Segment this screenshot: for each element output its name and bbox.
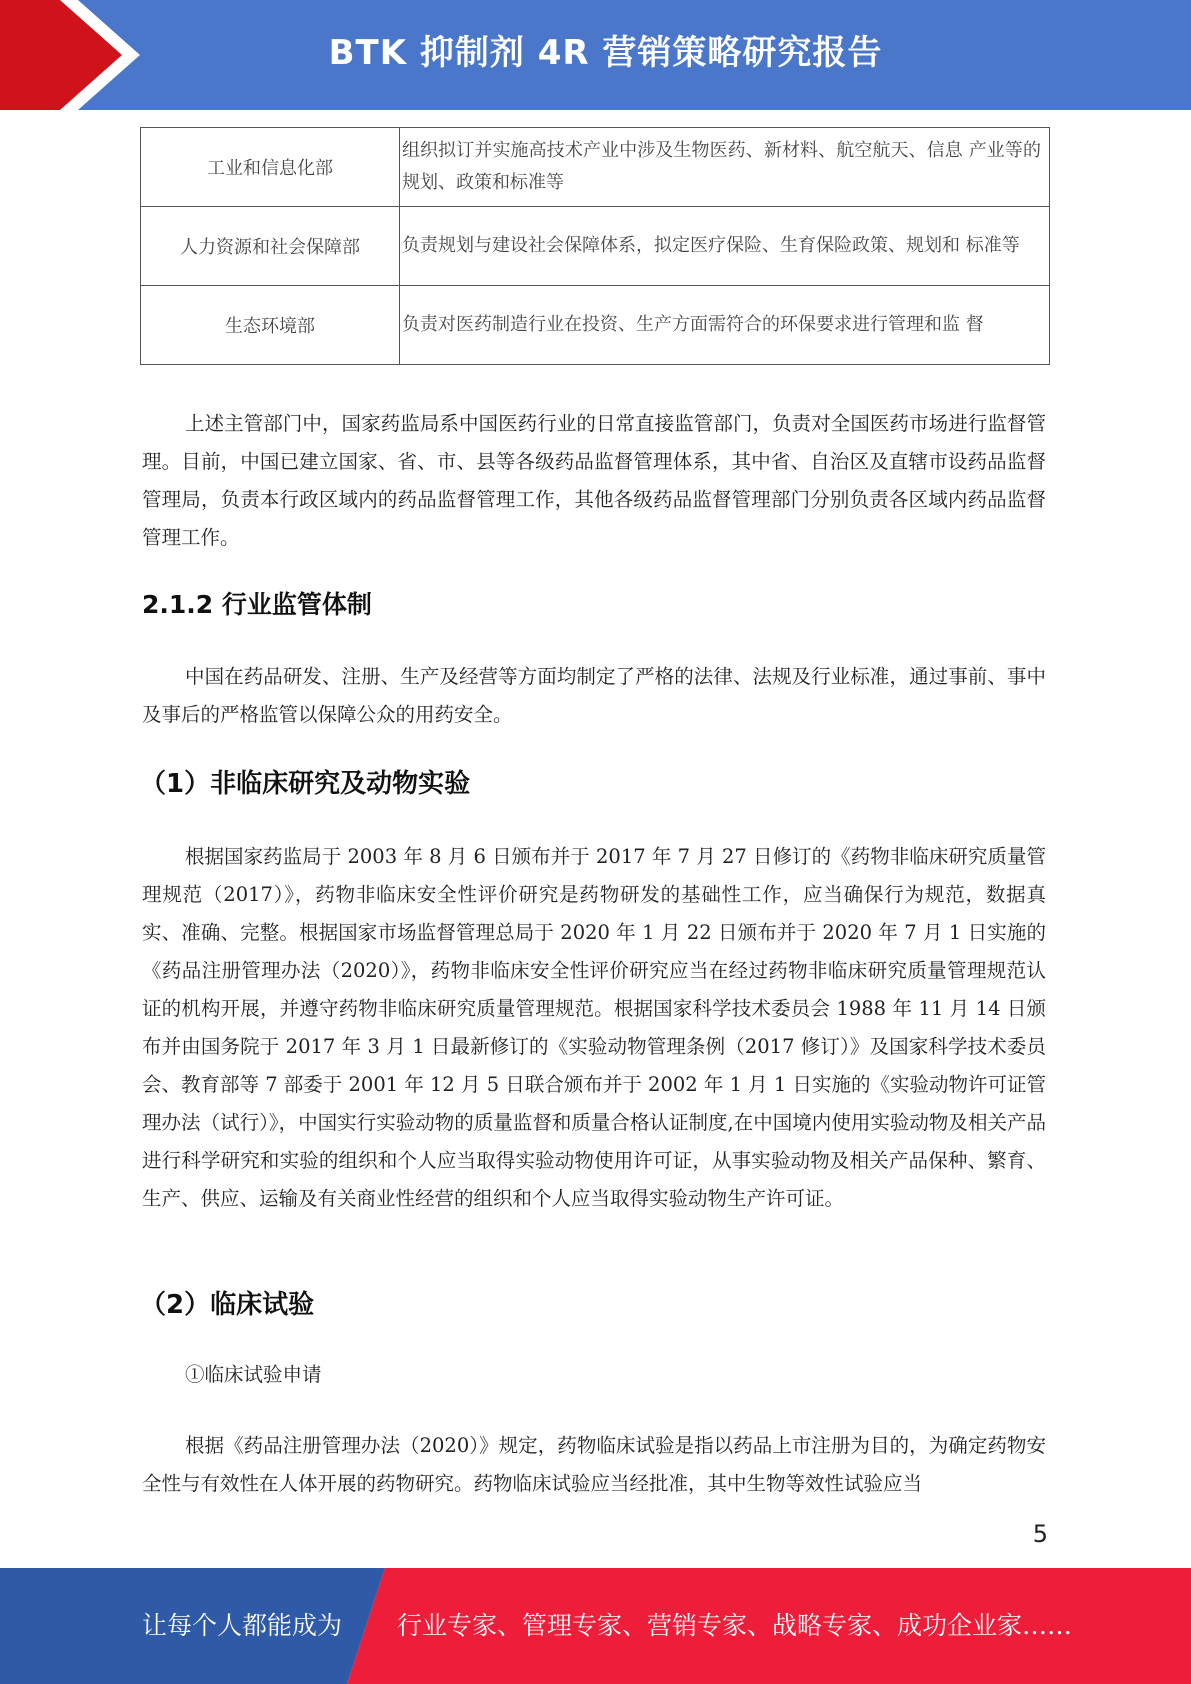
page-number: 5 <box>1032 1520 1048 1548</box>
paragraph-regulation-overview: 中国在药品研发、注册、生产及经营等方面均制定了严格的法律、法规及行业标准，通过事前、事中及事后的严格监管以保障公众的用药安全。 <box>142 665 1046 726</box>
table-cell-dept: 工业和信息化部 <box>141 128 400 207</box>
footer-slogan-right: 行业专家、管理专家、营销专家、战略专家、成功企业家…… <box>397 1611 1073 1640</box>
paragraph-supervision: 上述主管部门中，国家药监局系中国医药行业的日常直接监管部门，负责对全国医药市场进行监督管理。目前，中国已建立国家、省、市、县等各级药品监督管理体系，其中省、自治区及直辖市设药品监督管理局，负责本行政区域内的药品监督管理工作，其他各级药品监督管理部门分别负责各区域内药品监督管理工作。 <box>142 412 1046 549</box>
table-cell-duty: 组织拟订并实施高技术产业中涉及生物医药、新材料、航空航天、信息 产业等的规划、政策和标准等 <box>400 128 1050 207</box>
subitem-clinical-application: ①临床试验申请 <box>185 1363 322 1386</box>
table-cell-duty: 负责对医药制造行业在投资、生产方面需符合的环保要求进行管理和监 督 <box>400 286 1050 365</box>
table-row <box>141 207 1050 286</box>
subsection-heading-nonclinical: （1）非临床研究及动物实验 <box>140 769 471 799</box>
table-cell-dept: 人力资源和社会保障部 <box>141 207 400 286</box>
footer-slogan-left: 让每个人都能成为 <box>142 1611 343 1640</box>
paragraph-nonclinical: 根据国家药监局于 2003 年 8 月 6 日颁布并于 2017 年 7 月 27 日修订的《药物非临床研究质量管理规范（2017）》，药物非临床安全性评价研究是药物研发的基础性工作，应当确保行为规范，数据真实、准确、完整。根据国家市场监督管理总局于 2020 年 1 月 22 日颁布并于 2020 年 7 月 1 日实施的《药品注册管理办法（2020）》，药物非临床安全性评价研究应当在经过药物非临床研究质量管理规范认证的机构开展，并遵守药物非临床研究质量管理规范。根据国家科学技术委员会 1988 年 11 月 14 日颁布并由国务院于 2017 年 3 月 1 日最新修订的《实验动物管理条例（2017 修订）》及国家科学技术委员会、教育部等 7 部委于 2001 年 12 月 5 日联合颁布并于 2002 年 1 月 1 日实施的《实验动物许可证管理办法（试行）》，中国实行实验动物的质量监督和质量合格认证制度,在中国境内使用实验动物及相关产品进行科学研究和实验的组织和个人应当取得实验动物使用许可证，从事实验动物及相关产品保种、繁育、生产、供应、运输及有关商业性经营的组织和个人应当取得实验动物生产许可证。 <box>142 845 1046 1210</box>
subsection-heading-clinical: （2）临床试验 <box>140 1290 315 1320</box>
table-cell-dept: 生态环境部 <box>141 286 400 365</box>
section-heading-2-1-2: 2.1.2 行业监管体制 <box>142 590 372 619</box>
document-title: BTK 抑制剂 4R 营销策略研究报告 <box>328 33 883 73</box>
table-row <box>141 128 1050 207</box>
page-footer <box>0 1568 1191 1684</box>
agency-table <box>140 127 1050 365</box>
page-header <box>0 0 1191 110</box>
table-row <box>141 286 1050 365</box>
table-cell-duty: 负责规划与建设社会保障体系，拟定医疗保险、生育保险政策、规划和 标准等 <box>400 207 1050 286</box>
paragraph-clinical-trial: 根据《药品注册管理办法（2020）》规定，药物临床试验是指以药品上市注册为目的，为确定药物安全性与有效性在人体开展的药物研究。药物临床试验应当经批准，其中生物等效性试验应当 <box>142 1434 1046 1495</box>
